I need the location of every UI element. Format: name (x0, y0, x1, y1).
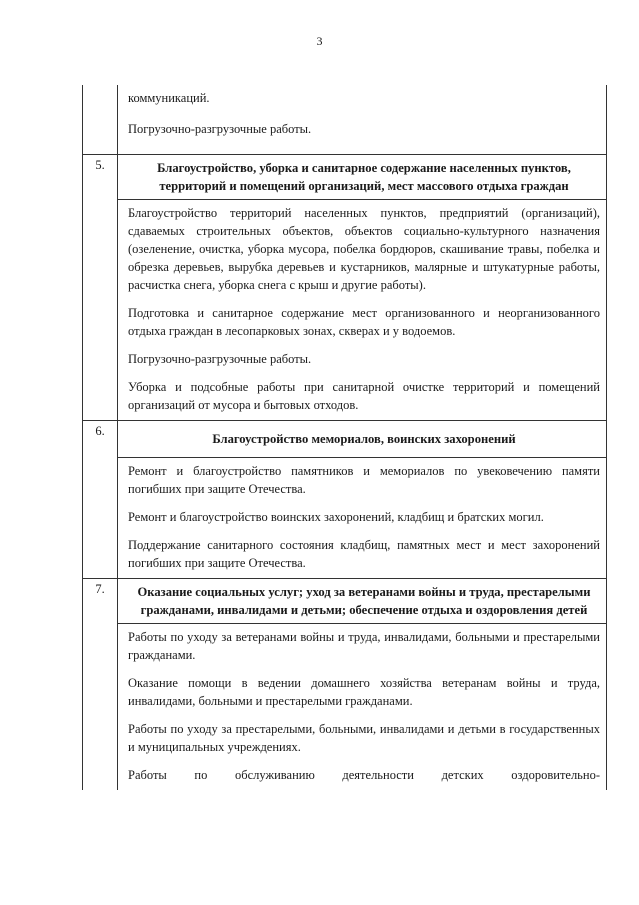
table-row (83, 155, 607, 421)
section-title-cell (118, 421, 606, 458)
content-cell (118, 421, 607, 579)
paragraph: Уборка и подсобные работы при санитарной очистке территорий и помещений организаций от мусора и бытовых отходов. (128, 380, 600, 412)
paragraph: Ремонт и благоустройство памятников и мемориалов по увековечению памяти погибших при защите Отечества. (128, 464, 600, 496)
paragraph: Благоустройство территорий населенных пунктов, предприятий (организаций), сдаваемых строительных объектов, объектов социально-культурного назначения (озеленение, очистка, уборка мусора, побелка бордюров, скашивание травы, побелка и обрезка деревьев, вырубка деревьев и кустарников, малярные и штукатурные работы, расчистка снега, уборка снега с крыш и другие работы). (128, 206, 600, 292)
table-row (83, 85, 607, 155)
paragraph: Погрузочно-разгрузочные работы. (128, 352, 312, 366)
table-row (83, 579, 607, 791)
paragraph: Ремонт и благоустройство воинских захоронений, кладбищ и братских могил. (128, 510, 544, 524)
section-number: 5. (83, 155, 118, 421)
paragraph: Оказание помощи в ведении домашнего хозяйства ветеранам войны и труда, инвалидами, больными и престарелыми гражданами. (128, 676, 600, 708)
page-number: 3 (316, 34, 323, 48)
section-title-cell (118, 155, 606, 200)
content-cell (118, 85, 607, 155)
paragraph: Погрузочно-разгрузочные работы. (128, 122, 312, 136)
section-number: 6. (83, 421, 118, 579)
paragraph: коммуникаций. (128, 91, 210, 105)
works-table (82, 85, 607, 790)
section-title: Оказание социальных услуг; уход за ветеранами войны и труда, престарелыми гражданами, инвалидами и детьми; обеспечение отдыха и оздоровления детей (137, 585, 591, 617)
paragraph: Подготовка и санитарное содержание мест организованного и неорганизованного отдыха граждан в лесопарковых зонах, скверах и у водоемов. (128, 306, 600, 338)
content-cell (118, 155, 607, 421)
section-number: 7. (83, 579, 118, 791)
section-title: Благоустройство мемориалов, воинских захоронений (212, 432, 516, 446)
paragraph: Поддержание санитарного состояния кладбищ, памятных мест и мест захоронений погибших при защите Отечества. (128, 538, 600, 570)
paragraph: Работы по уходу за престарелыми, больными, инвалидами и детьми в государственных и муниципальных учреждениях. (128, 722, 600, 754)
content-cell (118, 579, 607, 791)
table-row (83, 421, 607, 579)
paragraph: Работы по обслуживанию деятельности детских оздоровительно- (128, 768, 600, 782)
section-title-cell (118, 579, 606, 624)
section-title: Благоустройство, уборка и санитарное содержание населенных пунктов, территорий и помещений организаций, мест массового отдыха граждан (157, 161, 571, 193)
number-cell (83, 85, 118, 155)
paragraph: Работы по уходу за ветеранами войны и труда, инвалидами, больными и престарелыми гражданами. (128, 630, 600, 662)
